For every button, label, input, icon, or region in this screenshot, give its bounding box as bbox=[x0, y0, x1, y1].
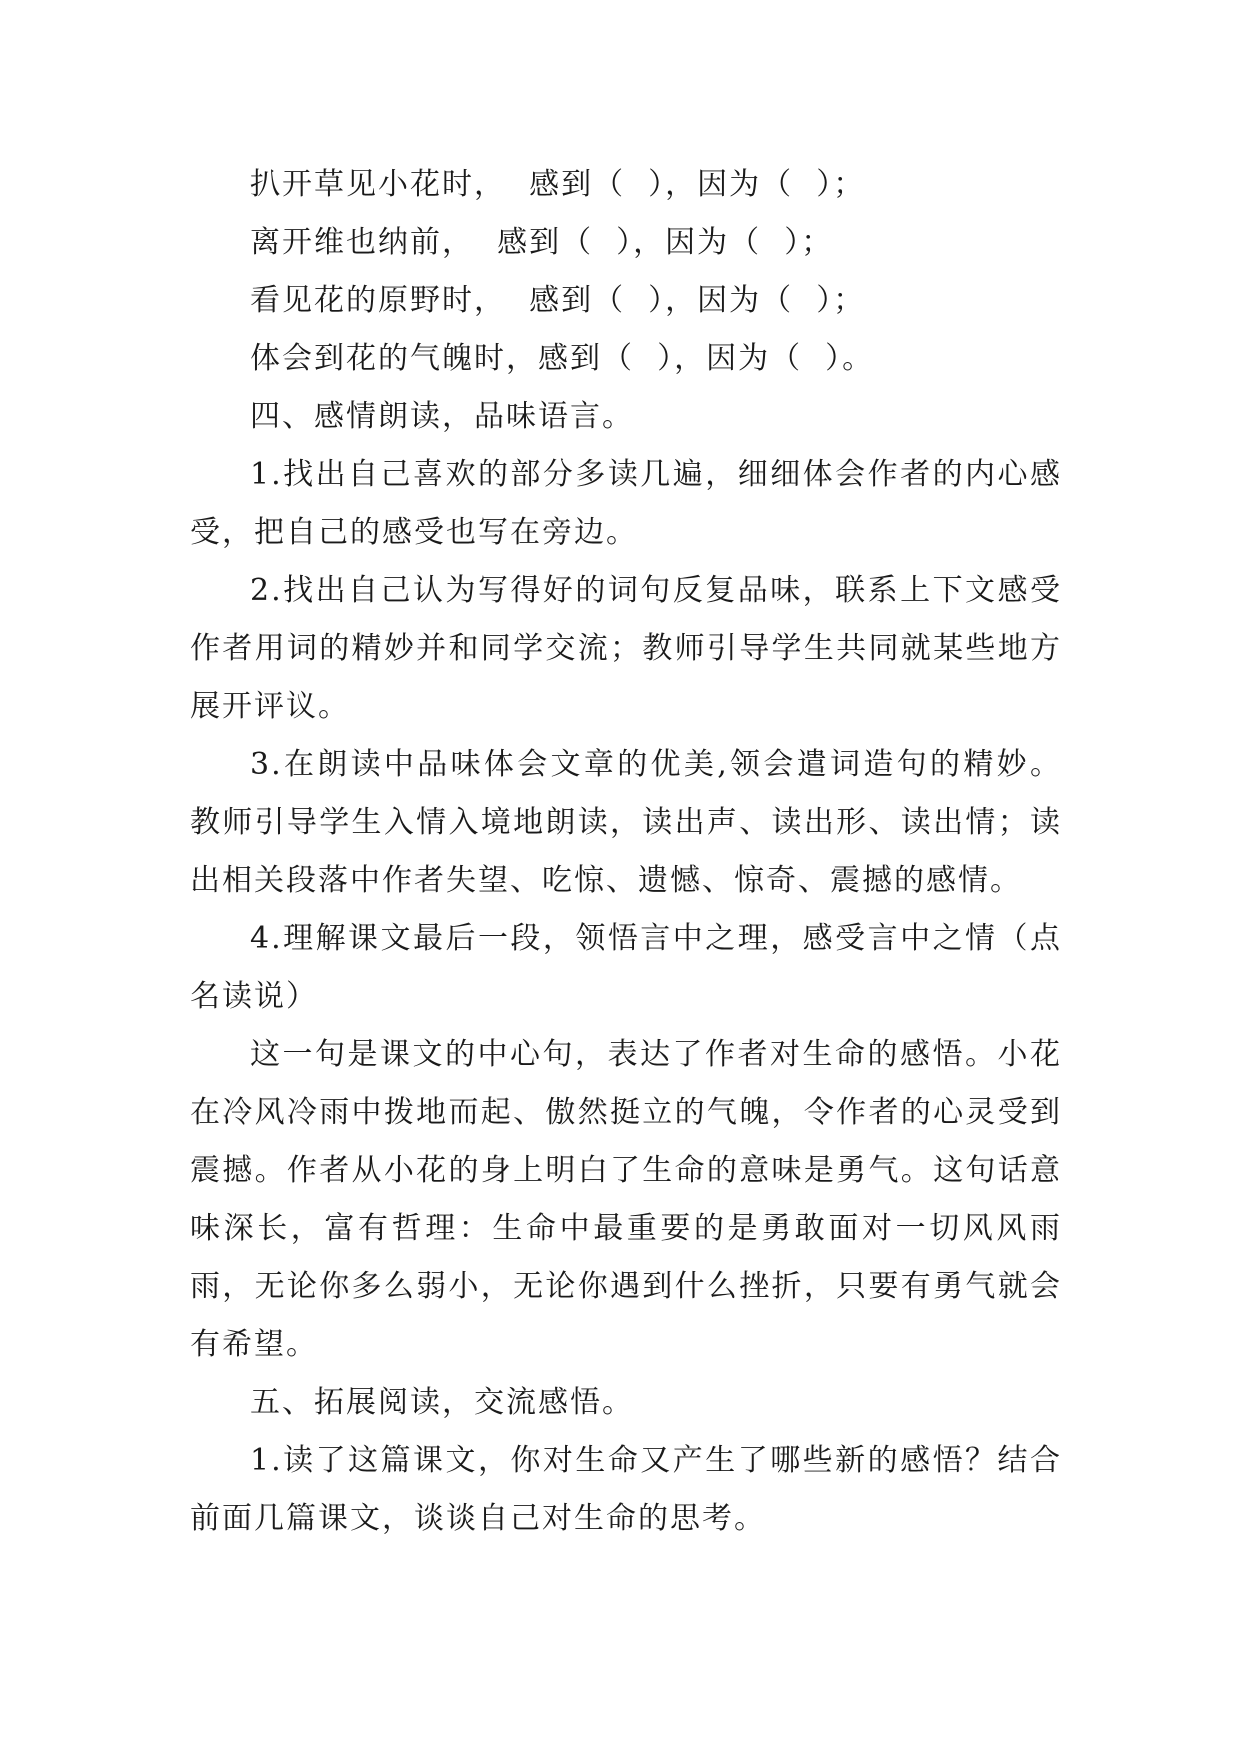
step-5-1: 1.读了这篇课文，你对生命又产生了哪些新的感悟？结合前面几篇课文，谈谈自己对生命的思考。 bbox=[190, 1443, 1062, 1536]
section-heading-4: 四、感情朗读，品味语言。 bbox=[250, 399, 634, 434]
feeling-line-flower-spirit: 体会到花的气魄时，感到（ ），因为（ ）。 bbox=[250, 341, 875, 376]
section-heading-5: 五、拓展阅读，交流感悟。 bbox=[250, 1385, 634, 1420]
step-4-2: 2.找出自己认为写得好的词句反复品味，联系上下文感受作者用词的精妙并和同学交流；教师引导学生共同就某些地方展开评议。 bbox=[190, 573, 1062, 724]
feeling-line-parting-grass: 扒开草见小花时， 感到（ ），因为（ ）； bbox=[250, 167, 866, 202]
feeling-line-leaving-vienna: 离开维也纳前， 感到（ ），因为（ ）； bbox=[250, 225, 834, 260]
step-4-3: 3.在朗读中品味体会文章的优美,领会遣词造句的精妙。教师引导学生入情入境地朗读，读出声、读出形、读出情；读出相关段落中作者失望、吃惊、遗憾、惊奇、震撼的感情。 bbox=[190, 747, 1062, 898]
step-4-4: 4.理解课文最后一段，领悟言中之理，感受言中之情（点名读说） bbox=[190, 921, 1062, 1014]
document-body bbox=[190, 156, 1062, 1548]
step-4-1: 1.找出自己喜欢的部分多读几遍，细细体会作者的内心感受，把自己的感受也写在旁边。 bbox=[190, 457, 1062, 550]
central-sentence-explanation: 这一句是课文的中心句，表达了作者对生命的感悟。小花在冷风冷雨中拨地而起、傲然挺立的气魄，令作者的心灵受到震撼。作者从小花的身上明白了生命的意味是勇气。这句话意味深长，富有哲理：生命中最重要的是勇敢面对一切风风雨雨，无论你多么弱小，无论你遇到什么挫折，只要有勇气就会有希望。 bbox=[190, 1037, 1062, 1362]
feeling-line-seeing-field: 看见花的原野时， 感到（ ），因为（ ）； bbox=[250, 283, 866, 318]
